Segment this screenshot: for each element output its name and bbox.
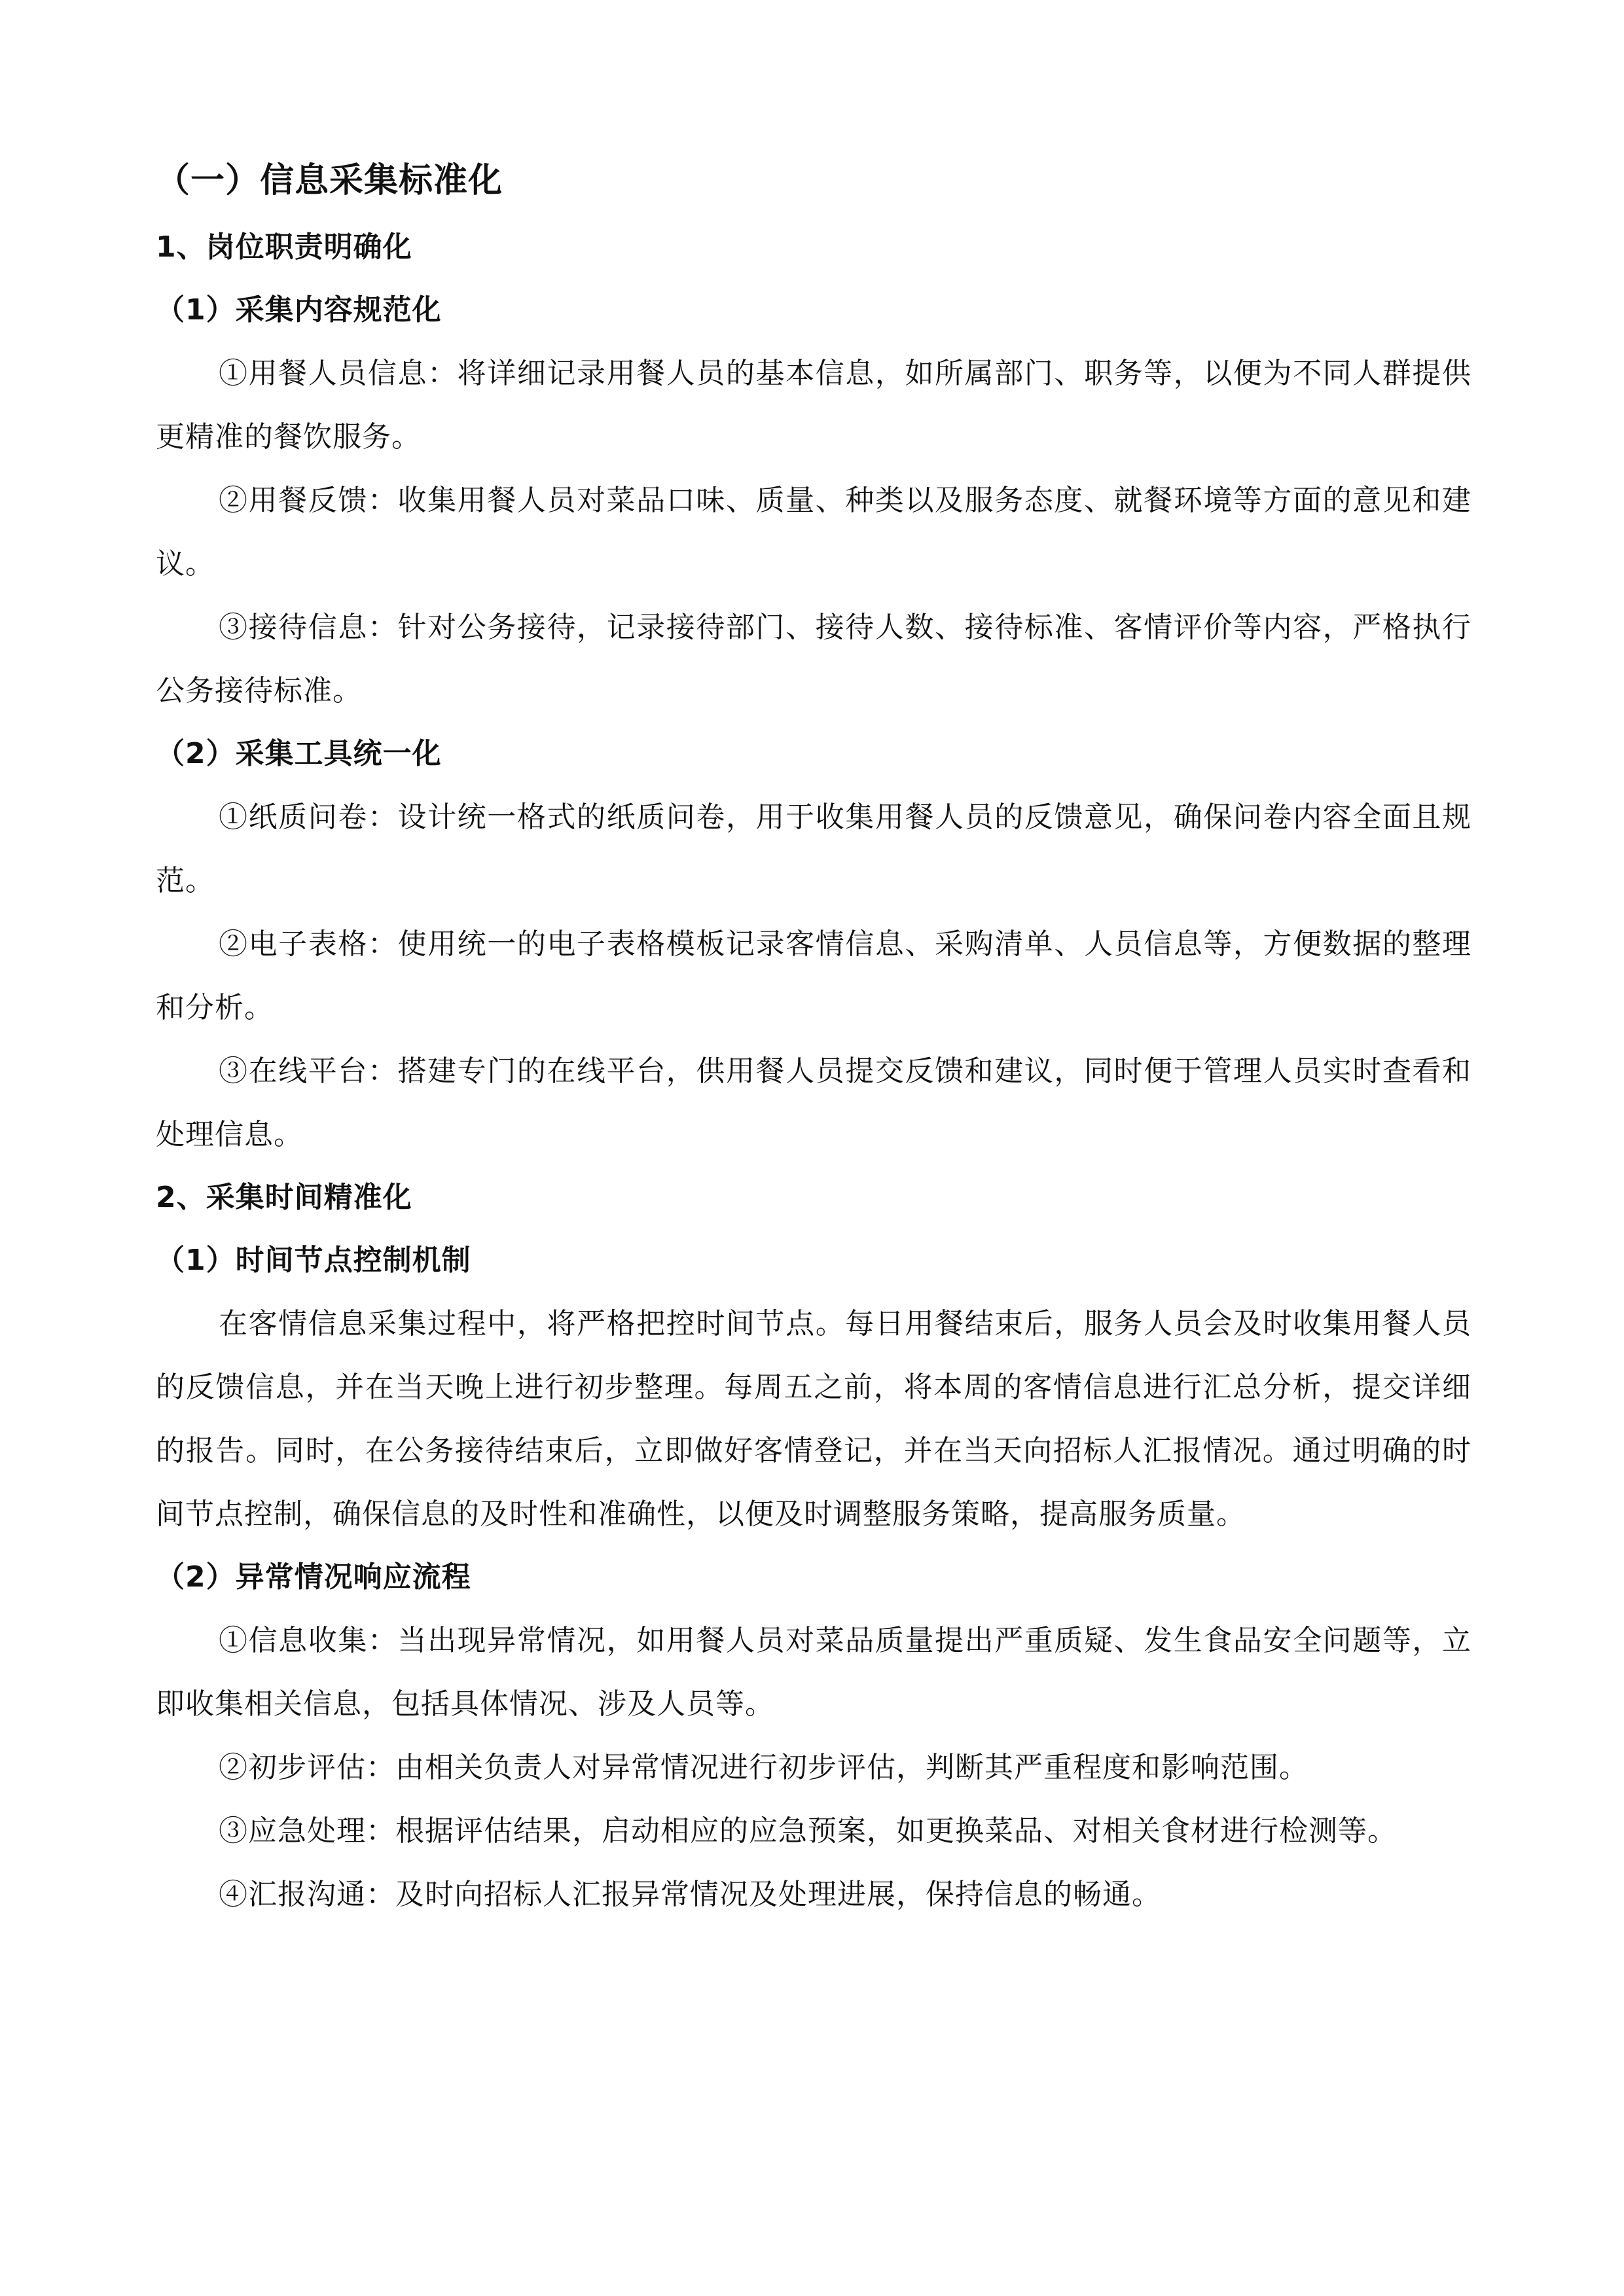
paragraph-spreadsheet: ②电子表格：使用统一的电子表格模板记录客情信息、采购清单、人员信息等，方便数据的整理和分析。 [156, 927, 1471, 1024]
subheading-tool-unification: （2）采集工具统一化 [156, 737, 442, 770]
paragraph-dining-feedback: ②用餐反馈：收集用餐人员对菜品口味、质量、种类以及服务态度、就餐环境等方面的意见和建议。 [156, 484, 1471, 581]
heading-time-precision: 2、采集时间精准化 [156, 1181, 412, 1214]
subheading-exception-response: （2）异常情况响应流程 [156, 1560, 471, 1594]
paragraph-info-collection: ①信息收集：当出现异常情况，如用餐人员对菜品质量提出严重质疑、发生食品安全问题等，立即收集相关信息，包括具体情况、涉及人员等。 [156, 1624, 1471, 1721]
subheading-content-standardization: （1）采集内容规范化 [156, 293, 442, 327]
paragraph-diner-info: ①用餐人员信息：将详细记录用餐人员的基本信息，如所属部门、职务等，以便为不同人群提供更精准的餐饮服务。 [156, 357, 1471, 454]
paragraph-reception-info: ③接待信息：针对公务接待，记录接待部门、接待人数、接待标准、客情评价等内容，严格执行公务接待标准。 [156, 611, 1471, 708]
paragraph-initial-assessment: ②初步评估：由相关负责人对异常情况进行初步评估，判断其严重程度和影响范围。 [219, 1751, 1308, 1784]
paragraph-report-communication: ④汇报沟通：及时向招标人汇报异常情况及处理进展，保持信息的畅通。 [219, 1878, 1161, 1911]
paragraph-online-platform: ③在线平台：搭建专门的在线平台，供用餐人员提交反馈和建议，同时便于管理人员实时查看和处理信息。 [156, 1054, 1471, 1151]
paragraph-time-node-control: 在客情信息采集过程中，将严格把控时间节点。每日用餐结束后，服务人员会及时收集用餐人员的反馈信息，并在当天晚上进行初步整理。每周五之前，将本周的客情信息进行汇总分析，提交详细的报告。同时，在公务接待结束后，立即做好客情登记，并在当天向招标人汇报情况。通过明确的时间节点控制，确保信息的及时性和准确性，以便及时调整服务策略，提高服务质量。 [156, 1307, 1471, 1531]
section-title: （一）信息采集标准化 [156, 161, 503, 200]
paragraph-emergency-handling: ③应急处理：根据评估结果，启动相应的应急预案，如更换菜品、对相关食材进行检测等。 [219, 1814, 1397, 1848]
paragraph-paper-questionnaire: ①纸质问卷：设计统一格式的纸质问卷，用于收集用餐人员的反馈意见，确保问卷内容全面且规范。 [156, 800, 1471, 897]
subheading-time-node-control: （1）时间节点控制机制 [156, 1244, 471, 1277]
document-body [156, 148, 1471, 1926]
heading-job-responsibilities: 1、岗位职责明确化 [156, 230, 412, 264]
